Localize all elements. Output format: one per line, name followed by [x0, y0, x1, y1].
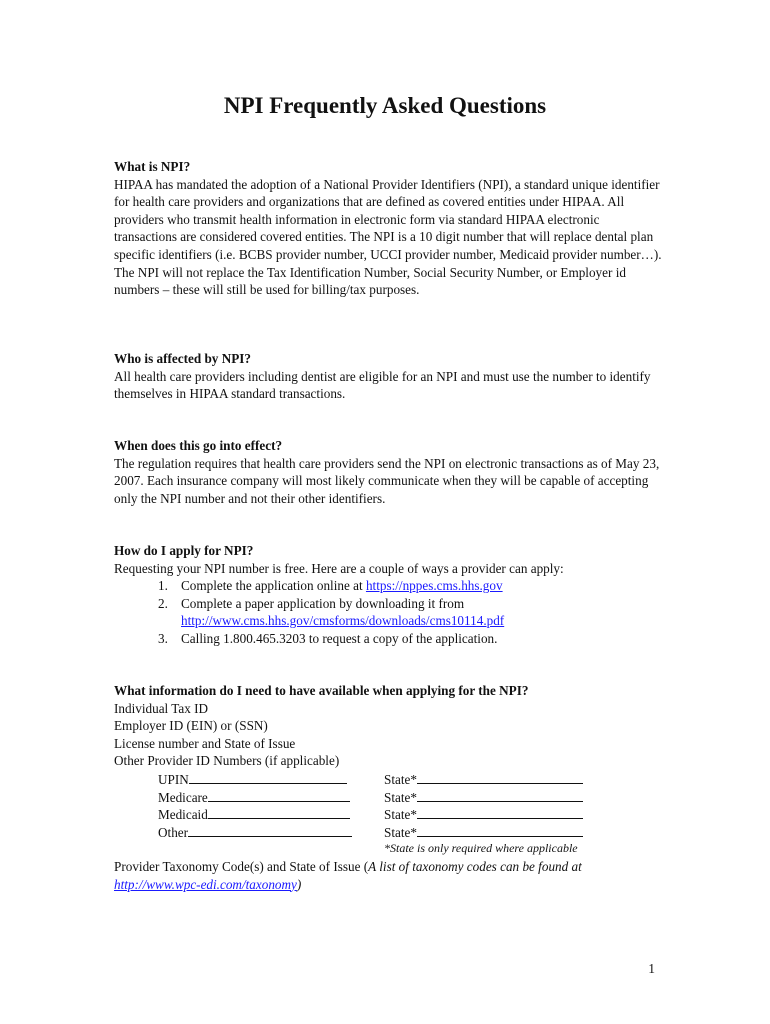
state-blank-line[interactable]: [417, 788, 583, 802]
info-item: Other Provider ID Numbers (if applicable): [114, 753, 340, 769]
answer-text: HIPAA has mandated the adoption of a National Provider Identifiers (NPI), a standard unique identifier for health care providers and organizations that are defined as covered entities under HIPAA. All providers who transmit health information in electronic form via standard HIPAA electronic transactions are considered covered entities. The NPI is a 10 digit number that will replace dental plan specific identifiers (i.e. BCBS provider number, UCCI provider number, Medicaid provider number…). The NPI will not replace the Tax Identification Number, Social Security Number, or Employer id numbers – these will still be used for billing/tax purposes.: [114, 176, 662, 298]
state-required-note: *State is only required where applicable: [384, 841, 578, 856]
question-heading: What is NPI?: [114, 159, 191, 174]
info-item: Employer ID (EIN) or (SSN): [114, 718, 268, 734]
medicare-blank-line[interactable]: [208, 788, 350, 802]
taxonomy-link[interactable]: http://www.wpc-edi.com/taxonomy: [114, 876, 297, 892]
answer-text: Requesting your NPI number is free. Here are a couple of ways a provider can apply:: [114, 560, 564, 576]
taxonomy-text: Provider Taxonomy Code(s) and State of Issue (A list of taxonomy codes can be found at http://www.wpc-edi.com/taxonomy): [114, 858, 582, 892]
answer-text: The regulation requires that health care providers send the NPI on electronic transactions as of May 23, 2007. Each insurance company will most likely communicate when they will be capable of accepting only the NPI number and not their other identifiers.: [114, 455, 660, 506]
answer-text: All health care providers including dentist are eligible for an NPI and must use the number to identify themselves in HIPAA standard transactions.: [114, 368, 651, 402]
info-item: Individual Tax ID: [114, 700, 209, 716]
provider-id-row-other: Other State*: [114, 823, 674, 841]
list-item: 2. Complete a paper application by downloading it from http://www.cms.hhs.gov/cmsforms/downloads/cms10114.pdf: [158, 595, 505, 629]
page-title: NPI Frequently Asked Questions: [223, 93, 547, 118]
provider-id-row-upin: UPIN State*: [114, 770, 674, 788]
faq-section-what-is-npi: [114, 158, 662, 299]
question-heading: Who is affected by NPI?: [114, 351, 251, 366]
state-blank-line[interactable]: [417, 805, 583, 819]
faq-section-who-is-affected: [114, 350, 662, 403]
question-heading: How do I apply for NPI?: [114, 543, 254, 558]
apply-steps-list: [114, 577, 662, 647]
upin-blank-line[interactable]: [189, 770, 347, 784]
state-blank-line[interactable]: [417, 770, 583, 784]
info-item: License number and State of Issue: [114, 735, 296, 751]
page-number: 1: [648, 961, 655, 976]
faq-section-effective-date: [114, 437, 662, 507]
provider-id-row-medicare: Medicare State*: [114, 788, 674, 806]
other-blank-line[interactable]: [188, 823, 352, 837]
question-heading: What information do I need to have available when applying for the NPI?: [114, 683, 529, 698]
state-blank-line[interactable]: [417, 823, 583, 837]
nppes-link[interactable]: https://nppes.cms.hhs.gov: [365, 578, 503, 594]
list-item: 3. Calling 1.800.465.3203 to request a copy of the application.: [158, 630, 498, 646]
list-item: 1. Complete the application online at https://nppes.cms.hhs.gov: [158, 578, 503, 594]
provider-id-row-medicaid: Medicaid State*: [114, 805, 674, 823]
question-heading: When does this go into effect?: [114, 438, 283, 453]
faq-section-required-information: [114, 682, 674, 893]
cms-form-link[interactable]: http://www.cms.hhs.gov/cmsforms/downloads/cms10114.pdf: [181, 613, 505, 629]
faq-section-how-to-apply: [114, 542, 662, 648]
medicaid-blank-line[interactable]: [208, 805, 350, 819]
